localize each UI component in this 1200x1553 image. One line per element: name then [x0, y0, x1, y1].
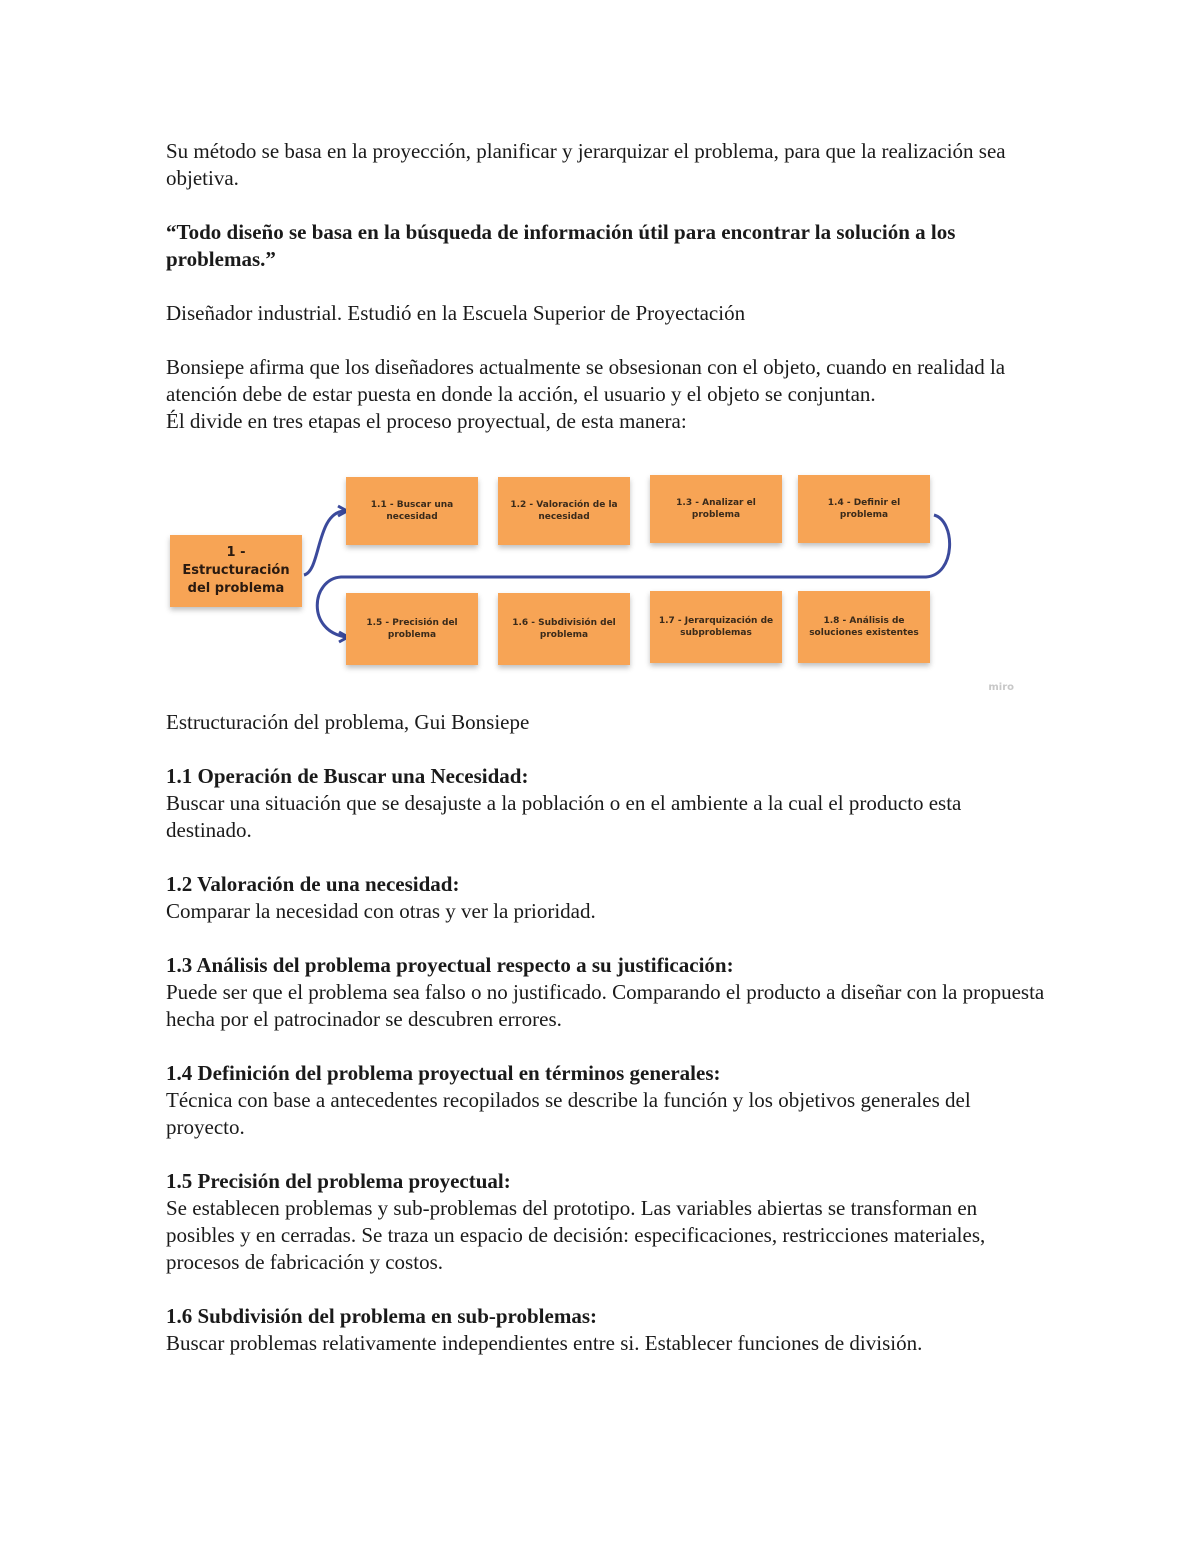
note-1-5: 1.5 - Precisión del problema	[346, 593, 478, 665]
note-1-2: 1.2 - Valoración de la necesidad	[498, 477, 630, 545]
section-body: Técnica con base a antecedentes recopilados se describe la función y los objetivos generales del proyecto.	[166, 1088, 971, 1139]
section-body: Buscar problemas relativamente independientes entre si. Establecer funciones de división.	[166, 1331, 923, 1355]
note-1-3: 1.3 - Analizar el problema	[650, 475, 782, 543]
note-1-7: 1.7 - Jerarquización de subproblemas	[650, 591, 782, 663]
note-1-1: 1.1 - Buscar una necesidad	[346, 477, 478, 545]
author-description: Diseñador industrial. Estudió en la Escuela Superior de Proyectación	[166, 301, 746, 325]
section-heading: 1.3 Análisis del problema proyectual respecto a su justificación:	[166, 953, 734, 977]
main-stage-note: 1 - Estructuración del problema	[170, 535, 302, 607]
bonsiepe-paragraph: Bonsiepe afirma que los diseñadores actualmente se obsesionan con el objeto, cuando en realidad la atención debe de estar puesta en donde la acción, el usuario y el objeto se conjuntan.	[166, 355, 1006, 406]
section-body: Buscar una situación que se desajuste a la población o en el ambiente a la cual el producto esta destinado.	[166, 791, 962, 842]
diagram-caption: Estructuración del problema, Gui Bonsiepe	[166, 710, 530, 734]
section-heading: 1.6 Subdivisión del problema en sub-problemas:	[166, 1304, 597, 1328]
section-heading: 1.5 Precisión del problema proyectual:	[166, 1169, 511, 1193]
section-heading: 1.1 Operación de Buscar una Necesidad:	[166, 764, 529, 788]
section-body: Se establecen problemas y sub-problemas del prototipo. Las variables abiertas se transforman en posibles y en cerradas. Se traza un espacio de decisión: especificaciones, restricciones materiales, procesos de fabricación y costos.	[166, 1196, 986, 1274]
note-1-6: 1.6 - Subdivisión del problema	[498, 593, 630, 665]
section-body: Puede ser que el problema sea falso o no justificado. Comparando el producto a diseñar con la propuesta hecha por el patrocinador se descubren errores.	[166, 980, 1045, 1031]
note-1-4: 1.4 - Definir el problema	[798, 475, 930, 543]
intro-paragraph: Su método se basa en la proyección, planificar y jerarquizar el problema, para que la realización sea objetiva.	[166, 139, 1006, 190]
miro-watermark: miro	[988, 682, 1014, 693]
quote: “Todo diseño se basa en la búsqueda de información útil para encontrar la solución a los problemas.”	[166, 220, 956, 271]
document-page	[166, 138, 1046, 1357]
stages-paragraph: Él divide en tres etapas el proceso proyectual, de esta manera:	[166, 409, 687, 433]
section-heading: 1.4 Definición del problema proyectual en términos generales:	[166, 1061, 721, 1085]
process-diagram	[166, 471, 1046, 695]
note-1-8: 1.8 - Análisis de soluciones existentes	[798, 591, 930, 663]
section-heading: 1.2 Valoración de una necesidad:	[166, 872, 460, 896]
section-body: Comparar la necesidad con otras y ver la prioridad.	[166, 899, 596, 923]
